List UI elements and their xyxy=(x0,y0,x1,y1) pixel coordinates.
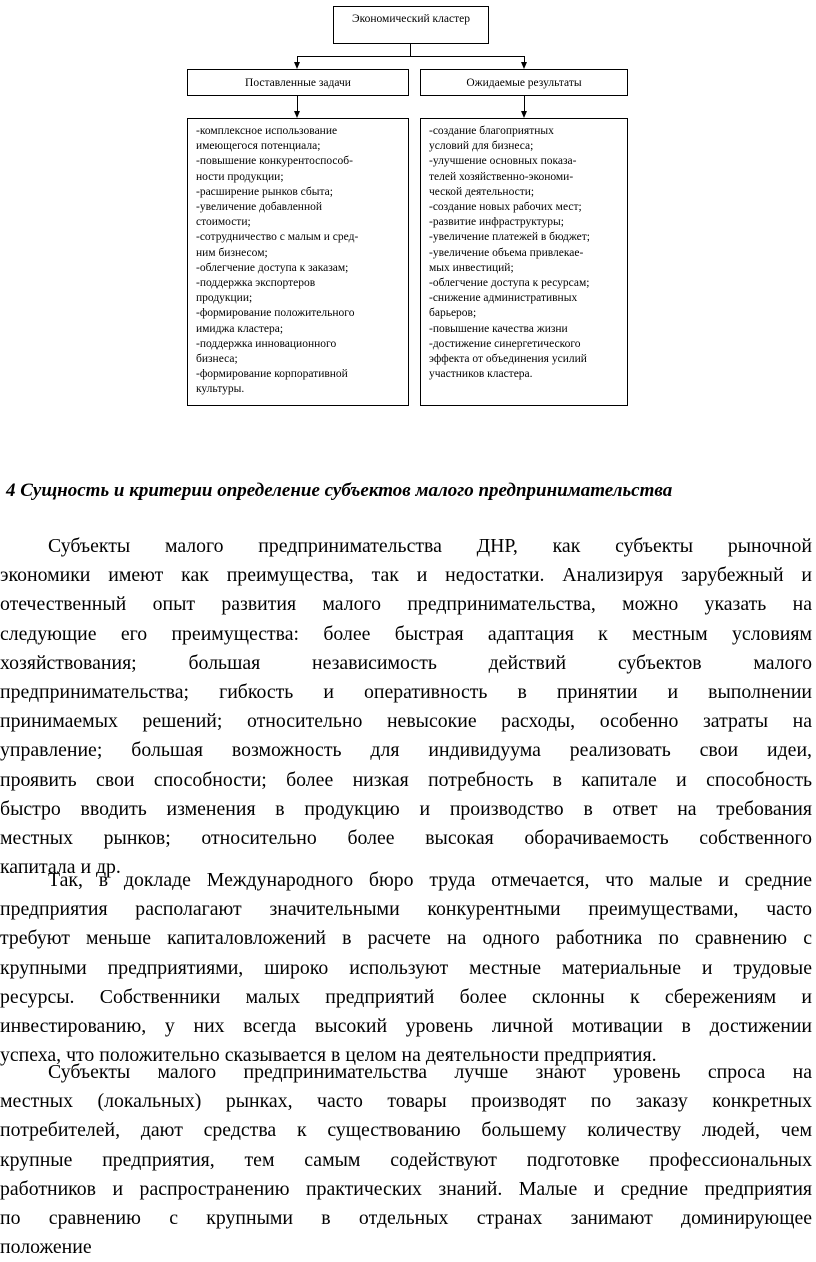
arrow-to-tasks-list xyxy=(294,111,300,118)
results-list-line: мых инвестиций; xyxy=(429,261,514,274)
text-line: работников и распространению практических знаний. Малые и средние предприятия xyxy=(0,1177,812,1200)
tasks-list-line: стоимости; xyxy=(196,216,251,229)
diagram-root-label: Экономический кластер xyxy=(352,13,470,25)
results-list-line: -снижение административных xyxy=(429,292,578,305)
results-list-line: -увеличение платежей в бюджет; xyxy=(429,231,591,244)
tasks-list-line: -повышение конкурентоспособ- xyxy=(196,155,353,168)
results-list-line: -увеличение объема привлекае- xyxy=(429,246,584,259)
tasks-list-line: -поддержка экспортеров xyxy=(196,277,316,290)
tasks-list-line: культуры. xyxy=(196,383,245,396)
tasks-list-line: -расширение рынков сбыта; xyxy=(196,185,333,198)
tasks-list-box xyxy=(187,118,409,406)
text-line: предпринимательства; гибкость и оперативность в принятии и выполнении xyxy=(0,681,812,704)
results-list-line: -создание новых рабочих мест; xyxy=(429,201,582,214)
results-header-box xyxy=(420,69,628,96)
results-list-line: барьеров; xyxy=(429,307,477,320)
text-line: ресурсы. Собственники малых предприятий более склонны к сбережениям и xyxy=(0,985,812,1008)
results-list-line: -достижение синергетического xyxy=(429,337,581,350)
text-line: принимаемых решений; относительно невысокие расходы, особенно затраты на xyxy=(0,710,812,733)
text-line: капитала и др. xyxy=(0,856,121,879)
results-list-line: участников кластера. xyxy=(429,368,533,381)
results-list-line: -повышение качества жизни xyxy=(429,322,568,335)
text-line: требуют меньше капиталовложений в расчете на одного работника по сравнению с xyxy=(0,927,812,950)
text-line: местных (локальных) рынках, часто товары производят по заказу конкретных xyxy=(0,1090,812,1113)
tasks-header-box xyxy=(187,69,409,96)
section-heading: 4 Сущность и критерии определение субъектов малого предпринимательства xyxy=(6,480,673,501)
results-list-line: -создание благоприятных xyxy=(429,125,554,137)
connector-horizontal xyxy=(297,56,525,57)
text-line: отечественный опыт развития малого предпринимательства, можно указать на xyxy=(0,593,812,616)
results-list-line: -развитие инфраструктуры; xyxy=(429,216,564,229)
text-line: Субъекты малого предпринимательства лучше знают уровень спроса на xyxy=(48,1061,812,1083)
text-line: местных рынков; относительно более высокая оборачиваемость собственного xyxy=(0,827,812,850)
connector-results-list xyxy=(524,96,525,112)
tasks-list-line: ним бизнесом; xyxy=(196,246,268,259)
paragraph-2 xyxy=(0,866,812,1070)
tasks-list-line: -сотрудничество с малым и сред- xyxy=(196,231,359,244)
connector-root-down xyxy=(410,44,411,56)
text-line: крупными предприятиями, широко используют местные материальные и трудовые xyxy=(0,956,812,979)
text-line: потребителей, дают средства к существованию большему количеству людей, чем xyxy=(0,1119,812,1142)
text-line: управление; большая возможность для индивидуума реализовать свои идеи, xyxy=(0,739,812,762)
text-line: быстро вводить изменения в продукцию и производство в ответ на требования xyxy=(0,797,812,820)
text-line: по сравнению с крупными в отдельных странах занимают доминирующее xyxy=(0,1207,812,1230)
text-line: крупные предприятия, тем самым содействуют подготовке профессиональных xyxy=(0,1148,812,1171)
text-line: следующие его преимущества: более быстрая адаптация к местным условиям xyxy=(0,622,812,645)
text-line: предприятия располагают значительными конкурентными преимуществами, часто xyxy=(0,898,812,921)
tasks-list-line: -комплексное использование xyxy=(196,125,338,137)
paragraph-1 xyxy=(0,532,812,882)
results-list-line: -улучшение основных показа- xyxy=(429,155,577,168)
results-list-line: -облегчение доступа к ресурсам; xyxy=(429,277,590,290)
tasks-header-label: Поставленные задачи xyxy=(245,76,351,89)
results-list-box xyxy=(420,118,628,406)
results-list-line: эффекта от объединения усилий xyxy=(429,353,587,366)
tasks-list-line: -увеличение добавленной xyxy=(196,201,323,214)
tasks-list-line: -поддержка инновационного xyxy=(196,337,337,350)
text-line: успеха, что положительно сказывается в целом на деятельности предприятия. xyxy=(0,1044,657,1067)
connector-tasks-list xyxy=(297,96,298,112)
results-list-line: телей хозяйственно-экономи- xyxy=(429,170,574,183)
text-line: положение xyxy=(0,1236,92,1259)
text-line: Субъекты малого предпринимательства ДНР, как субъекты рыночной xyxy=(48,535,812,557)
results-header-label: Ожидаемые результаты xyxy=(466,76,582,89)
tasks-list-line: имиджа кластера; xyxy=(196,322,284,335)
tasks-list-line: -облегчение доступа к заказам; xyxy=(196,261,349,274)
text-line: хозяйствования; большая независимость действий субъектов малого xyxy=(0,651,812,674)
arrow-to-results xyxy=(521,62,527,69)
tasks-list-line: продукции; xyxy=(196,292,253,305)
arrow-to-results-list xyxy=(521,111,527,118)
tasks-list-line: бизнеса; xyxy=(196,353,238,366)
text-line: проявить свои способности; более низкая потребность в капитале и способность xyxy=(0,768,812,791)
cluster-diagram xyxy=(0,0,816,420)
diagram-root-box xyxy=(333,6,489,44)
results-list-line: ческой деятельности; xyxy=(429,185,535,198)
paragraph-3 xyxy=(0,1058,812,1262)
tasks-list-line: ности продукции; xyxy=(196,170,284,183)
tasks-list-line: -формирование корпоративной xyxy=(196,368,348,381)
text-line: Так, в докладе Международного бюро труда отмечается, что малые и средние xyxy=(48,869,812,891)
text-line: экономики имеют как преимущества, так и недостатки. Анализируя зарубежный и xyxy=(0,564,812,587)
results-list-line: условий для бизнеса; xyxy=(429,140,534,153)
arrow-to-tasks xyxy=(294,62,300,69)
text-line: инвестированию, у них всегда высокий уровень личной мотивации в достижении xyxy=(0,1015,812,1038)
tasks-list-line: имеющегося потенциала; xyxy=(196,140,321,153)
tasks-list-line: -формирование положительного xyxy=(196,307,355,320)
